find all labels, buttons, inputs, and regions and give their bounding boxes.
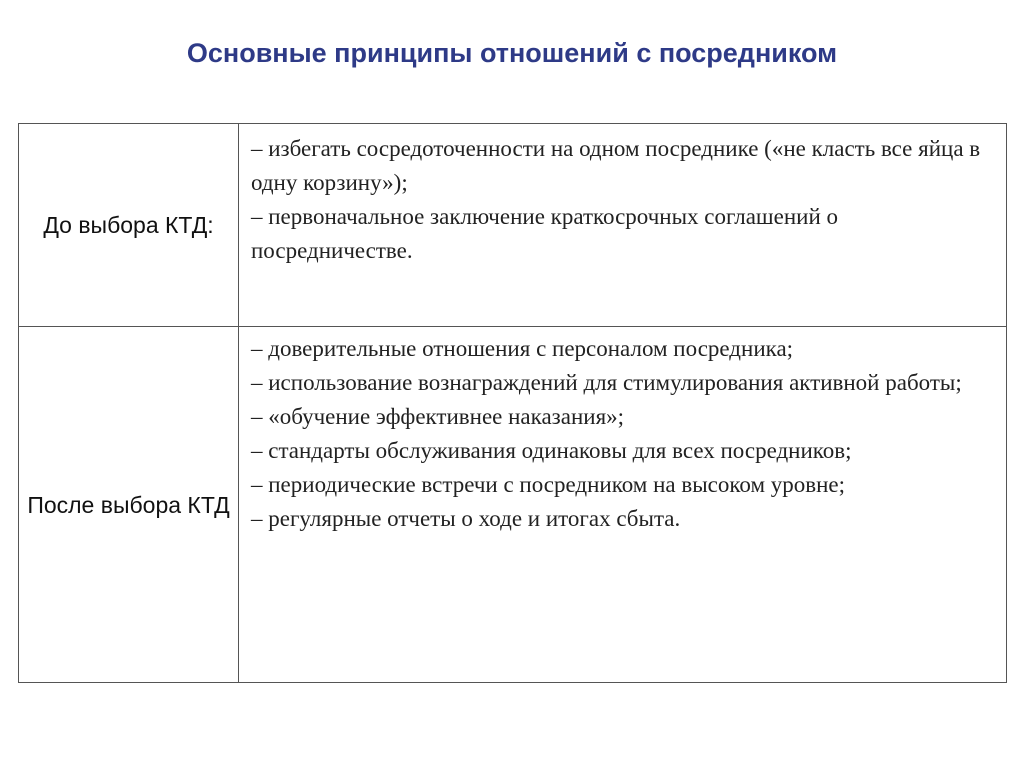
list-item: – периодические встречи с посредником на высоком уровне; (251, 472, 846, 497)
table-row-before-selection (19, 124, 1007, 327)
list-item: – регулярные отчеты о ходе и итогах сбыта. (251, 506, 681, 531)
list-item: – использование вознаграждений для стимулирования активной работы; (251, 370, 962, 395)
principles-list-after (239, 327, 1007, 683)
principles-list-before (239, 124, 1007, 327)
stage-label-after: После выбора КТД (19, 327, 239, 683)
stage-label-before: До выбора КТД: (19, 124, 239, 327)
page-title: Основные принципы отношений с посредником (186, 38, 838, 68)
list-item: – стандарты обслуживания одинаковы для всех посредников; (251, 438, 852, 463)
list-item: – доверительные отношения с персоналом посредника; (251, 336, 794, 361)
list-item: – избегать сосредоточенности на одном посреднике («не класть все яйца в одну корзину»); (251, 136, 981, 195)
list-item: – первоначальное заключение краткосрочных соглашений о посредничестве. (251, 204, 839, 263)
list-item: – «обучение эффективнее наказания»; (251, 404, 625, 429)
principles-table (18, 123, 1007, 683)
table-row-after-selection (19, 327, 1007, 683)
